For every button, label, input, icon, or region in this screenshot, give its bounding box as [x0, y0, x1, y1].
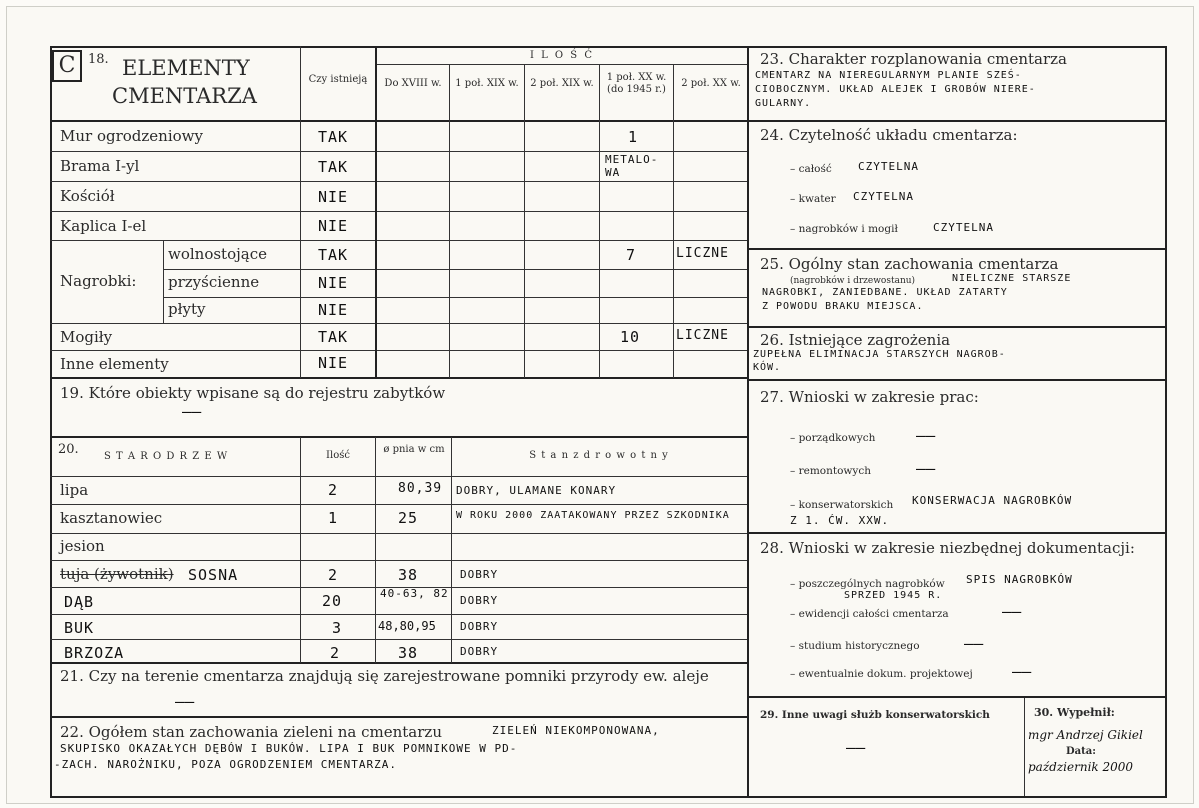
tree-pnia-dab: 40-63, 82	[380, 587, 449, 600]
s24-kwater-value: CZYTELNA	[853, 190, 914, 203]
tree-name-brzoza: BRZOZA	[64, 644, 125, 662]
section-29-value: ——	[846, 738, 866, 757]
section-30-label: 30. Wypełnił:	[1034, 706, 1115, 719]
ilosc-header: I L O Ś Ć	[529, 50, 594, 61]
row-label-plyty: płyty	[168, 300, 206, 318]
s28-projektowej-label: – ewentualnie dokum. projektowej	[790, 668, 973, 680]
s27-porzadkowych-value: ——	[916, 426, 936, 445]
s28-projektowej-value: ——	[1012, 662, 1032, 681]
row-label-mogily: Mogiły	[60, 328, 113, 346]
section-25-value-3: Z POWODU BRAKU MIEJSCA.	[762, 301, 924, 312]
row-label-kaplica: Kaplica I-el	[60, 217, 147, 235]
tree-name-tuja: tuja (żywotnik)	[60, 565, 174, 583]
col-1-pol-xx: 1 poł. XX w. (do 1945 r.)	[606, 72, 667, 95]
section-19-label: 19. Które obiekty wpisane są do rejestru zabytków	[60, 384, 446, 402]
section-21-value: ——	[175, 692, 195, 711]
s27-remontowych-value: ——	[916, 459, 936, 478]
col-do-xviii: Do XVIII w.	[384, 78, 442, 89]
row-czy-kaplica: NIE	[318, 217, 349, 235]
tree-pnia-lipa: 80,39	[398, 481, 443, 496]
s28-nagrobkow-value-2: SPRZED 1945 R.	[844, 590, 943, 601]
cell-mogily-xx1: 10	[620, 328, 641, 346]
s24-calosc-label: – całość	[790, 163, 832, 175]
row-label-inne: Inne elementy	[60, 355, 169, 373]
col-pnia: ø pnia w cm	[383, 444, 445, 455]
signature-date: październik 2000	[1028, 760, 1134, 774]
cell-mogily-xx2: LICZNE	[676, 328, 729, 343]
section-28-label: 28. Wnioski w zakresie niezbędnej dokumentacji:	[760, 539, 1135, 557]
tree-pnia-brzoza: 38	[398, 644, 419, 662]
tree-extra-sosna: SOSNA	[188, 566, 239, 584]
section-25-label: 25. Ogólny stan zachowania cmentarza	[760, 255, 1059, 273]
section-23-value-3: GULARNY.	[755, 98, 812, 109]
tree-stan-brzoza: DOBRY	[460, 645, 499, 658]
tree-name-lipa: lipa	[60, 481, 89, 499]
section-25-value-2: NAGROBKI, ZANIEDBANE. UKŁAD ZATARTY	[762, 287, 1008, 298]
tree-pnia-kasztanowiec: 25	[398, 509, 419, 527]
frame-mid	[747, 46, 749, 696]
row-czy-inne: NIE	[318, 354, 349, 372]
section-29-label: 29. Inne uwagi służb konserwatorskich	[760, 709, 990, 721]
tree-name-jesion: jesion	[60, 537, 105, 555]
col-stan-zdrowotny: S t a n z d r o w o t n y	[529, 450, 669, 461]
frame-top	[50, 46, 1166, 48]
section-18-title-2: CMENTARZA	[112, 84, 257, 108]
tree-pnia-sosna: 38	[398, 566, 419, 584]
category-letter-box: C	[52, 50, 82, 82]
row-czy-wolnostojace: TAK	[318, 246, 349, 264]
section-19-value: ——	[182, 402, 202, 421]
frame-right	[1165, 46, 1167, 798]
section-23-value-1: CMENTARZ NA NIEREGULARNYM PLANIE SZEŚ-	[755, 70, 1022, 81]
cell-wolnostojace-xx1: 7	[626, 246, 637, 264]
col-2-pol-xix: 2 poł. XIX w.	[530, 78, 594, 89]
row-czy-mogily: TAK	[318, 328, 349, 346]
frame-bottom	[50, 796, 1166, 798]
s24-kwater-label: – kwater	[790, 193, 836, 205]
section-22-value-3: -ZACH. NAROŻNIKU, POZA OGRODZENIEM CMENTARZA.	[54, 758, 398, 771]
tree-name-buk: BUK	[64, 619, 95, 637]
frame-left	[50, 46, 52, 798]
cell-brama-xx1: METALO-WA	[605, 153, 659, 179]
s27-konserwatorskich-label: – konserwatorskich	[790, 499, 894, 511]
section-25-sub: (nagrobków i drzewostanu)	[790, 276, 916, 286]
section-26-value-1: ZUPEŁNA ELIMINACJA STARSZYCH NAGROB-	[753, 349, 1006, 360]
tree-ilosc-dab: 20	[322, 592, 343, 610]
s24-calosc-value: CZYTELNA	[858, 160, 919, 173]
row-label-kosciol: Kościół	[60, 187, 115, 205]
col-ilosc: Ilość	[326, 450, 350, 461]
row-czy-brama: TAK	[318, 158, 349, 176]
row-czy-przyscienne: NIE	[318, 274, 349, 292]
tree-stan-sosna: DOBRY	[460, 568, 499, 581]
s24-nagrobkow-label: – nagrobków i mogił	[790, 223, 898, 235]
section-23-value-2: CIOBOCZNYM. UKŁAD ALEJEK I GROBÓW NIERE-	[755, 84, 1036, 95]
tree-stan-buk: DOBRY	[460, 620, 499, 633]
s27-porzadkowych-label: – porządkowych	[790, 432, 876, 444]
s28-studium-value: ——	[964, 634, 984, 653]
section-18-title-1: ELEMENTY	[122, 56, 250, 80]
s28-nagrobkow-value: SPIS NAGROBKÓW	[966, 573, 1073, 586]
s28-studium-label: – studium historycznego	[790, 640, 920, 652]
col-czy-istnieja: Czy istnieją	[308, 74, 368, 85]
section-22-value-2: SKUPISKO OKAZAŁYCH DĘBÓW I BUKÓW. LIPA I BUK POMNIKOWE W PD-	[60, 742, 518, 755]
tree-ilosc-buk: 3	[332, 619, 343, 637]
s28-ewidencji-label: – ewidencji całości cmentarza	[790, 608, 949, 620]
section-20-title: S T A R O D R Z E W	[104, 451, 229, 462]
tree-ilosc-kasztanowiec: 1	[328, 509, 339, 527]
tree-name-kasztanowiec: kasztanowiec	[60, 509, 163, 527]
col-2-pol-xx: 2 poł. XX w.	[681, 78, 741, 89]
s28-ewidencji-value: ——	[1002, 602, 1022, 621]
section-30-date-label: Data:	[1066, 746, 1096, 757]
signature-name: mgr Andrzej Gikiel	[1028, 728, 1143, 742]
row-czy-mur: TAK	[318, 128, 349, 146]
section-27-label: 27. Wnioski w zakresie prac:	[760, 388, 979, 406]
section-24-label: 24. Czytelność układu cmentarza:	[760, 126, 1018, 144]
row-label-mur: Mur ogrodzeniowy	[60, 127, 203, 145]
section-21-label: 21. Czy na terenie cmentarza znajdują się zarejestrowane pomniki przyrody ew. aleje	[60, 667, 709, 685]
cell-mur-xx1: 1	[628, 128, 639, 146]
col-1-pol-xix: 1 poł. XIX w.	[455, 78, 519, 89]
section-22-value-1: ZIELEŃ NIEKOMPONOWANA,	[492, 724, 660, 737]
section-23-label: 23. Charakter rozplanowania cmentarza	[760, 50, 1067, 68]
section-26-value-2: KÓW.	[753, 362, 782, 373]
row-label-brama: Brama I-yl	[60, 157, 140, 175]
cell-wolnostojace-xx2: LICZNE	[676, 246, 729, 261]
s27-konserwatorskich-value: KONSERWACJA NAGROBKÓW	[912, 494, 1073, 507]
section-20-number: 20.	[58, 442, 79, 457]
tree-name-dab: DĄB	[64, 593, 95, 611]
row-czy-kosciol: NIE	[318, 188, 349, 206]
section-22-label: 22. Ogółem stan zachowania zieleni na cmentarzu	[60, 723, 442, 741]
tree-pnia-buk: 48,80,95	[378, 619, 436, 633]
tree-stan-dab: DOBRY	[460, 594, 499, 607]
section-18-number: 18.	[88, 52, 109, 67]
tree-ilosc-lipa: 2	[328, 481, 339, 499]
s28-nagrobkow-label: – poszczególnych nagrobków	[790, 578, 945, 590]
section-25-value-1: NIELICZNE STARSZE	[952, 273, 1072, 284]
section-26-label: 26. Istniejące zagrożenia	[760, 331, 951, 349]
tree-ilosc-brzoza: 2	[330, 644, 341, 662]
row-label-nagrobki: Nagrobki:	[60, 272, 137, 290]
tree-stan-kasztanowiec: W ROKU 2000 ZAATAKOWANY PRZEZ SZKODNIKA	[456, 510, 730, 521]
tree-ilosc-sosna: 2	[328, 566, 339, 584]
row-label-wolnostojace: wolnostojące	[168, 245, 267, 263]
s27-remontowych-label: – remontowych	[790, 465, 871, 477]
s24-nagrobkow-value: CZYTELNA	[933, 221, 994, 234]
row-czy-plyty: NIE	[318, 301, 349, 319]
tree-stan-lipa: DOBRY, ULAMANE KONARY	[456, 484, 617, 497]
s27-konserwatorskich-value-2: Z 1. ĆW. XXW.	[790, 514, 890, 527]
row-label-przyscienne: przyścienne	[168, 273, 260, 291]
